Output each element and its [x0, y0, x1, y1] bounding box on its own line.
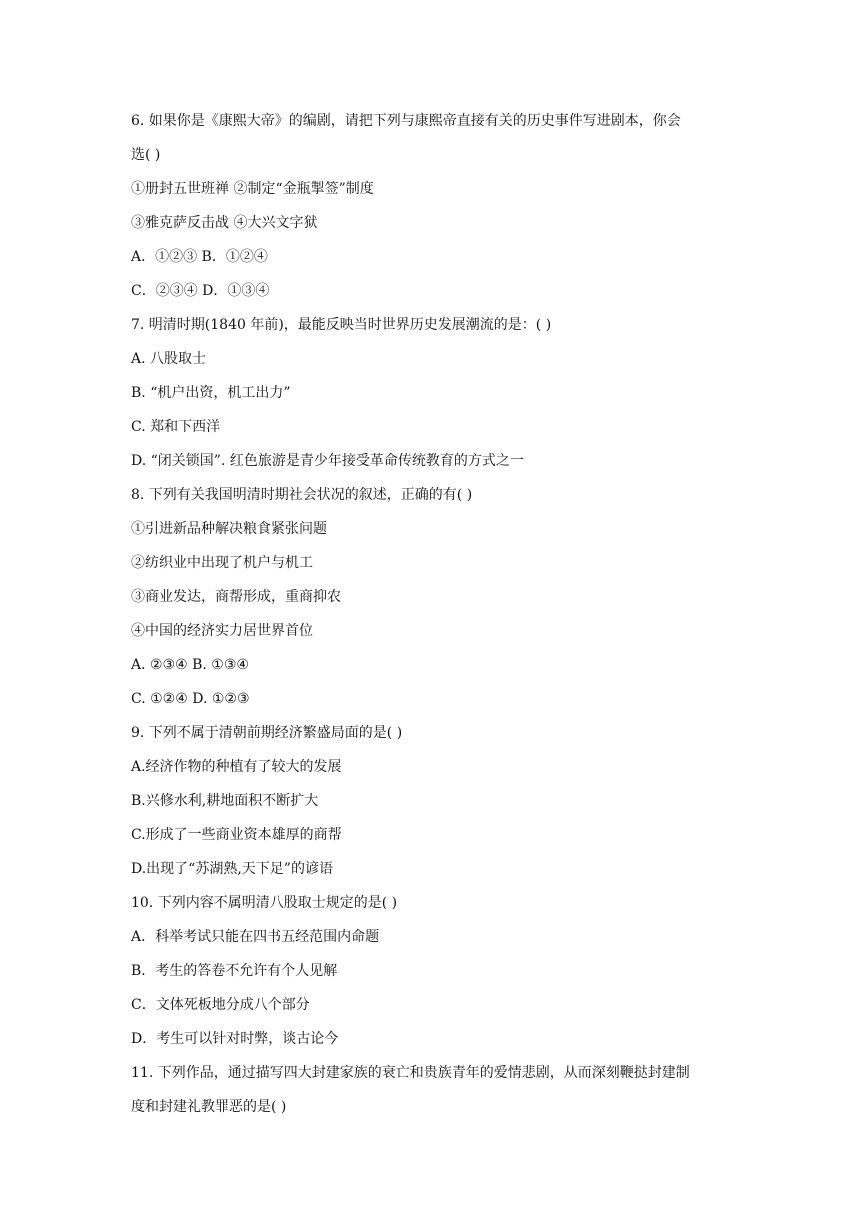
question-8-item-3: ③商业发达，商帮形成，重商抑农	[131, 589, 341, 605]
question-10-option-b: B．考生的答卷不允许有个人见解	[131, 963, 338, 979]
question-8-stem: 8. 下列有关我国明清时期社会状况的叙述，正确的有( )	[131, 487, 473, 503]
question-10-option-d: D．考生可以针对时弊，谈古论今	[131, 1031, 339, 1047]
question-8-item-4: ④中国的经济实力居世界首位	[131, 623, 313, 639]
question-8-item-1: ①引进新品种解决粮食紧张问题	[131, 521, 327, 537]
question-9-option-a: A.经济作物的种植有了较大的发展	[131, 759, 342, 775]
question-8-options-2: C. ①②④ D. ①②③	[131, 691, 250, 707]
question-9-stem: 9. 下列不属于清朝前期经济繁盛局面的是( )	[131, 725, 403, 741]
question-11-stem-line-1: 11. 下列作品，通过描写四大封建家族的衰亡和贵族青年的爱情悲剧，从而深刻鞭挞封建制	[131, 1065, 690, 1081]
question-10	[131, 886, 731, 1056]
question-6-options-2: C．②③④ D．①③④	[131, 283, 270, 299]
question-7-stem: 7. 明清时期(1840 年前)，最能反映当时世界历史发展潮流的是：( )	[131, 317, 552, 333]
document-page	[131, 104, 731, 1124]
question-10-option-c: C．文体死板地分成八个部分	[131, 997, 310, 1013]
question-8-options-1: A. ②③④ B. ①③④	[131, 657, 249, 673]
question-10-stem: 10. 下列内容不属明清八股取士规定的是( )	[131, 895, 398, 911]
question-11-stem-line-2: 度和封建礼教罪恶的是( )	[131, 1099, 287, 1115]
question-6-items-2: ③雅克萨反击战 ④大兴文字狱	[131, 215, 318, 231]
question-9-option-d: D.出现了“苏湖熟,天下足”的谚语	[131, 861, 333, 877]
question-7-option-b: B. “机户出资，机工出力”	[131, 385, 291, 401]
question-9	[131, 716, 731, 886]
question-8-item-2: ②纺织业中出现了机户与机工	[131, 555, 313, 571]
question-7	[131, 308, 731, 478]
question-6-options-1: A．①②③ B．①②④	[131, 249, 268, 265]
question-7-option-c: C. 郑和下西洋	[131, 419, 221, 435]
question-10-option-a: A．科举考试只能在四书五经范围内命题	[131, 929, 380, 945]
question-6-stem-line-1: 6. 如果你是《康熙大帝》的编剧，请把下列与康熙帝直接有关的历史事件写进剧本，你会	[131, 113, 681, 129]
question-9-option-b: B.兴修水利,耕地面积不断扩大	[131, 793, 319, 809]
question-6-stem-line-2: 选( )	[131, 147, 161, 163]
question-11	[131, 1056, 731, 1124]
question-6-items-1: ①册封五世班禅 ②制定“金瓶掣签”制度	[131, 181, 374, 197]
question-6	[131, 104, 731, 308]
question-8	[131, 478, 731, 716]
question-9-option-c: C.形成了一些商业资本雄厚的商帮	[131, 827, 342, 843]
question-7-option-d: D. “闭关锁国”. 红色旅游是青少年接受革命传统教育的方式之一	[131, 453, 524, 469]
question-7-option-a: A. 八股取士	[131, 351, 207, 367]
